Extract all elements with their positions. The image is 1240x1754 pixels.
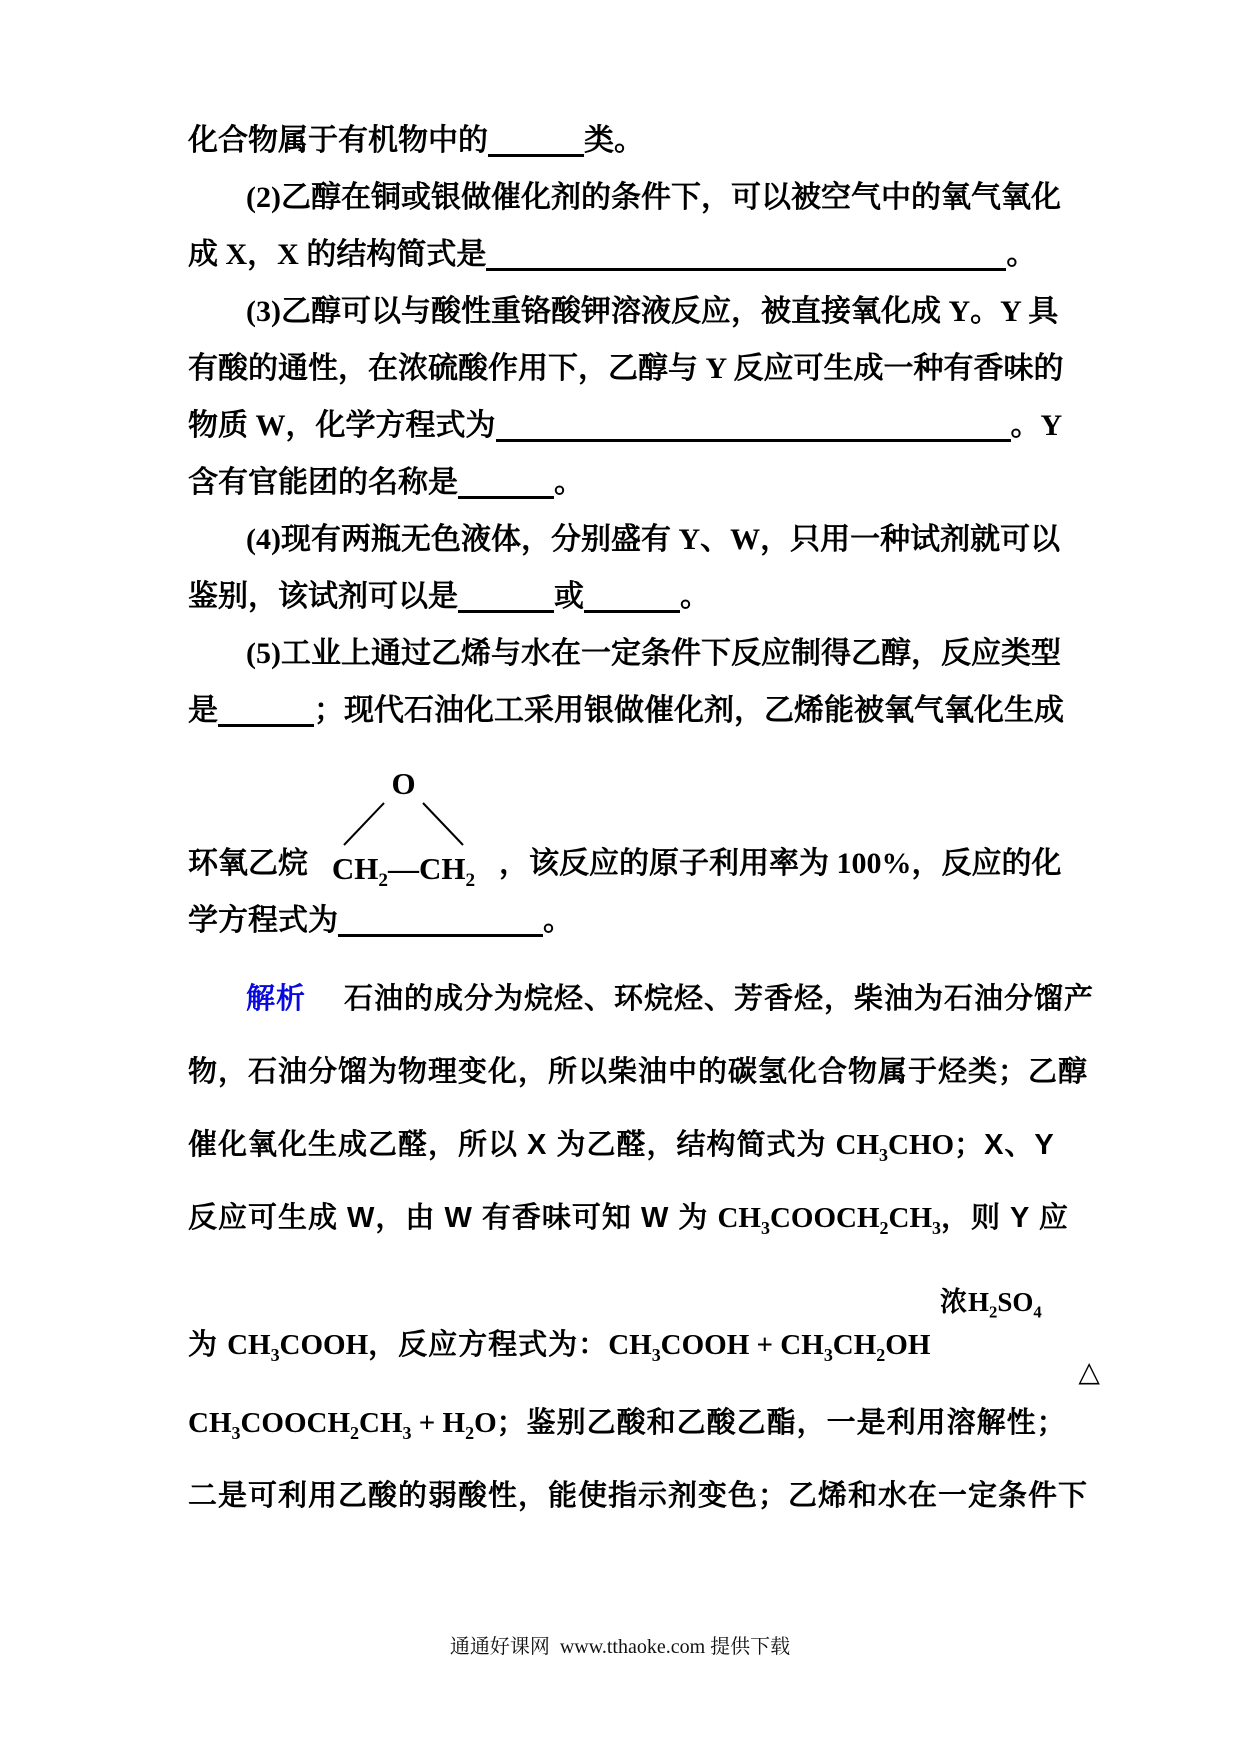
text-run: 浓 <box>940 1287 968 1317</box>
analysis-line-3 <box>188 1109 1090 1182</box>
text-run: 是 <box>188 694 218 727</box>
chemical-formula: $CH_3COOH + CH_3CH_2OH$ <box>608 1329 931 1365</box>
analysis-line-2 <box>188 1036 1090 1109</box>
text-run: ，该反应的原子利用率为 100%，反应的化 <box>499 847 1062 880</box>
text-run: 物质 W，化学方程式为 <box>188 409 496 442</box>
oxygen-atom-label: O <box>391 766 416 801</box>
text-run: 。 <box>554 466 584 499</box>
blank-underline <box>218 694 314 727</box>
text-run: 物，石油分馏为物理变化，所以柴油中的碳氢化合物属于烃类；乙醇 <box>188 1056 1089 1088</box>
text-run: 反应可生成 W，由 W 有香味可知 W 为 <box>188 1202 718 1234</box>
analysis-line-1 <box>188 963 1095 1036</box>
text-run: (5)工业上通过乙烯与水在一定条件下反应制得乙醇，反应类型 <box>246 637 1061 670</box>
text-run: 有酸的通性，在浓硫酸作用下，乙醇与 Y 反应可生成一种有香味的 <box>188 352 1064 385</box>
question-line-8 <box>188 511 1090 568</box>
text-run: (2)乙醇在铜或银做催化剂的条件下，可以被空气中的氧气氧化 <box>246 181 1061 214</box>
question-line-5 <box>188 340 1090 397</box>
question-line-13 <box>188 892 1090 949</box>
blank-underline <box>486 238 1006 271</box>
question-line-2 <box>188 169 1090 226</box>
text-run: 或 <box>554 580 584 613</box>
text-run: △ <box>1078 1355 1100 1388</box>
text-run: 为 <box>188 1329 228 1361</box>
text-run: 含有官能团的名称是 <box>188 466 458 499</box>
question-line-9 <box>188 568 1090 625</box>
text-run: 环氧乙烷 <box>188 847 308 880</box>
question-line-7 <box>188 454 1090 511</box>
text-run: 。 <box>1006 238 1037 271</box>
text-run: 。 <box>680 580 710 613</box>
chemical-formula: $H_2SO_4$ <box>968 1287 1042 1322</box>
question-line-3 <box>188 226 1090 283</box>
blank-underline <box>488 124 584 157</box>
text-run: 鉴别，该试剂可以是 <box>188 580 458 613</box>
text-run: 催化氧化生成乙醛，所以 X 为乙醛，结构简式为 <box>188 1129 836 1161</box>
text-run: ，则 Y 应 <box>940 1202 1069 1234</box>
text-run: 类。 <box>584 124 644 157</box>
document-body <box>188 112 1100 1533</box>
chemical-formula: $CH_3COOCH_2CH_3 + H_2O$ <box>188 1407 497 1443</box>
text-run: (4)现有两瓶无色液体，分别盛有 Y、W，只用一种试剂就可以 <box>246 523 1061 556</box>
text-run: 。Y <box>1010 409 1063 442</box>
question-line-11 <box>188 682 1090 739</box>
text-run: 成 X，X 的结构简式是 <box>188 238 487 271</box>
text-run: (3)乙醇可以与酸性重铬酸钾溶液反应，被直接氧化成 Y。Y 具 <box>246 295 1059 328</box>
bond-lines-icon <box>316 801 491 847</box>
blank-underline <box>584 580 680 613</box>
text-run: 化合物属于有机物中的 <box>188 124 488 157</box>
structure-line <box>188 766 1090 892</box>
blank-underline <box>458 580 554 613</box>
analysis-line-7 <box>188 1460 1090 1533</box>
question-line-6 <box>188 397 1090 454</box>
chemical-formula: $CH_3CHO$ <box>835 1129 955 1165</box>
text-run: ；X、Y <box>954 1129 1055 1161</box>
blank-underline <box>458 466 554 499</box>
condition-line <box>188 1285 1090 1322</box>
text-run: 石油的成分为烷烃、环烷烃、芳香烃，柴油为石油分馏产 <box>344 983 1095 1015</box>
text-run: ，反应方程式为： <box>368 1329 609 1361</box>
chemical-formula: $CH_3COOCH_2CH_3$ <box>717 1202 941 1238</box>
text-run: 学方程式为 <box>188 904 338 937</box>
text-run: 。 <box>543 904 573 937</box>
blank-underline <box>338 904 543 937</box>
question-line-4 <box>188 283 1090 340</box>
text-run: 二是可利用乙酸的弱酸性，能使指示剂变色；乙烯和水在一定条件下 <box>188 1480 1089 1512</box>
question-line-10 <box>188 625 1090 682</box>
analysis-line-5 <box>188 1319 1100 1388</box>
text-run: 解析 <box>246 983 307 1015</box>
analysis-line-6 <box>188 1387 1090 1460</box>
ethylene-oxide-structure <box>316 766 491 892</box>
blank-underline <box>496 409 1011 442</box>
chemical-formula: $CH_3COOH$ <box>227 1329 369 1365</box>
text-run: ；鉴别乙酸和乙酸乙酯，一是利用溶解性； <box>496 1407 1067 1439</box>
ch2-ch2-formula: $CH_2—CH_2$ <box>331 851 476 892</box>
page-footer: 通通好课网 www.tthaoke.com 提供下载 <box>449 1636 791 1658</box>
analysis-line-4 <box>188 1182 1090 1255</box>
question-line-1 <box>188 112 1090 169</box>
text-run: ；现代石油化工采用银做催化剂，乙烯能被氧气氧化生成 <box>314 694 1064 727</box>
